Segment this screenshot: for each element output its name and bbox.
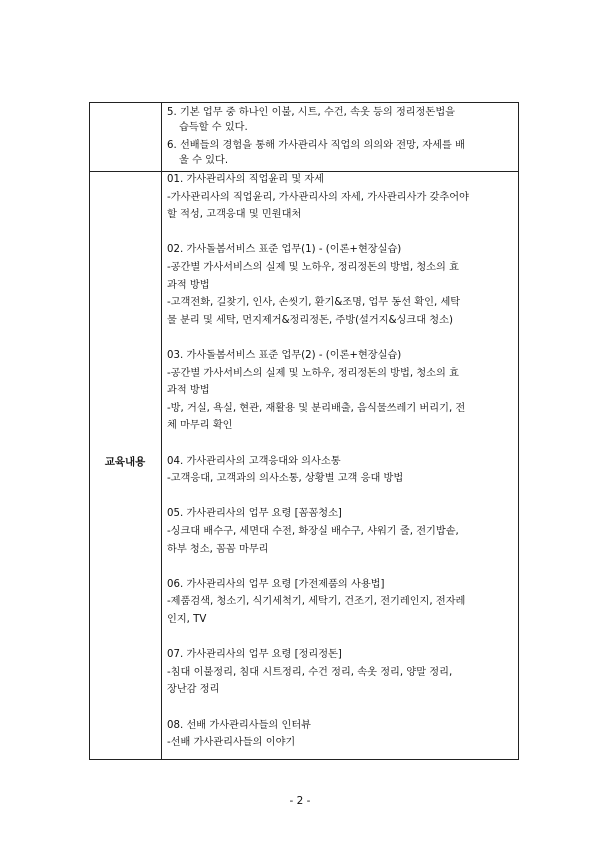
table-left-border xyxy=(89,102,90,760)
row-divider xyxy=(89,171,519,172)
content-line: -방, 거실, 욕실, 현관, 재활용 및 분리배출, 음식물쓰레기 버리기, 전 xyxy=(167,402,466,414)
objective-line: 습득할 수 있다. xyxy=(179,122,248,133)
objective-line: 6. 선배들의 경험을 통해 가사관리사 직업의 의의와 전망, 자세를 배 xyxy=(167,140,465,151)
content-line: -고객응대, 고객과의 의사소통, 상황별 고객 응대 방법 xyxy=(167,473,404,485)
table-bottom-border xyxy=(89,759,519,760)
row-label-education-content: 교육내용 xyxy=(104,456,146,468)
content-line: -선배 가사관리사들의 이야기 xyxy=(167,737,296,749)
content-line: 하부 청소, 꼼꼼 마무리 xyxy=(167,543,269,555)
content-line: 물 분리 및 세탁, 먼지제거&정리정돈, 주방(설거지&싱크대 청소) xyxy=(167,314,453,326)
page-number: - 2 - xyxy=(289,795,311,807)
content-line: 인지, TV xyxy=(167,614,207,625)
objective-line: 울 수 있다. xyxy=(179,155,229,166)
content-line: 02. 가사돌봄서비스 표준 업무(1) - (이론+현장실습) xyxy=(167,244,402,256)
content-line: 과적 방법 xyxy=(167,385,210,397)
content-line: -가사관리사의 직업윤리, 가사관리사의 자세, 가사관리사가 갖추어야 xyxy=(167,191,469,203)
content-line: 07. 가사관리사의 업무 요령 [정리정돈] xyxy=(167,649,342,661)
content-line: -고객전화, 길찾기, 인사, 손씻기, 환기&조명, 업무 동선 확인, 세탁 xyxy=(167,297,461,309)
content-line: 06. 가사관리사의 업무 요령 [가전제품의 사용법] xyxy=(167,578,385,590)
content-line: 05. 가사관리사의 업무 요령 [꼼꼼청소] xyxy=(167,508,342,520)
content-line: 장난감 정리 xyxy=(167,684,220,696)
content-line: 04. 가사관리사의 고객응대와 의사소통 xyxy=(167,455,341,467)
curriculum-table xyxy=(89,102,519,760)
content-line: 08. 선배 가사관리사들의 인터뷰 xyxy=(167,719,312,731)
content-line: -공간별 가사서비스의 실제 및 노하우, 정리정돈의 방법, 청소의 효 xyxy=(167,262,459,273)
content-line: -공간별 가사서비스의 실제 및 노하우, 정리정돈의 방법, 청소의 효 xyxy=(167,367,459,379)
content-line: -싱크대 배수구, 세면대 수전, 화장실 배수구, 샤워기 줄, 전기밥솥, xyxy=(167,526,459,537)
content-line: 과적 방법 xyxy=(167,279,210,291)
content-line: -침대 이불정리, 침대 시트정리, 수건 정리, 속옷 정리, 양말 정리, xyxy=(167,666,453,678)
table-top-border xyxy=(89,102,519,103)
content-line: 할 적성, 고객응대 및 민원대처 xyxy=(167,209,302,221)
content-line: 체 마무리 확인 xyxy=(167,420,233,432)
table-right-border xyxy=(518,102,519,760)
content-line: -제품검색, 청소기, 식기세척기, 세탁기, 건조기, 전기레인지, 전자레 xyxy=(167,596,466,608)
content-line: 01. 가사관리사의 직업윤리 및 자세 xyxy=(167,174,325,185)
objective-line: 5. 기본 업무 중 하나인 이불, 시트, 수건, 속옷 등의 정리정돈법을 xyxy=(167,107,456,118)
column-divider xyxy=(161,102,162,760)
content-line: 03. 가사돌봄서비스 표준 업무(2) - (이론+현장실습) xyxy=(167,350,402,361)
